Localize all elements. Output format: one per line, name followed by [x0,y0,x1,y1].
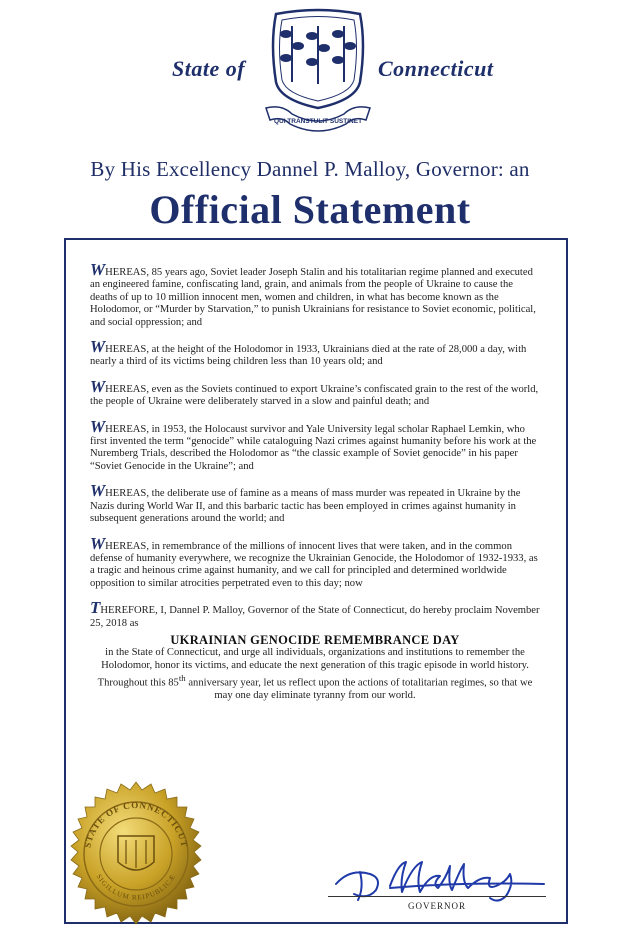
paragraph-text: HEREAS, at the height of the Holodomor in 1933, Ukrainians died at the rate of 28,000 a day, with nearly a third of its victims being children less than 10 years old; and [90,344,527,368]
paragraph-text: HEREAS, in 1953, the Holocaust survivor and Yale University legal scholar Raphael Lemkin, who first invented the term “genocide” while cataloguing Nazi crimes against humanity before his work at the Nuremberg Trials, described the Holodomor as “the classic example of Soviet genocide” in his paper “Soviet Genocide in the Ukraine”; and [90,423,537,472]
statement-body [90,260,540,703]
closing-paragraph [90,647,540,702]
paragraph-text: HEREAS, even as the Soviets continued to export Ukraine’s confiscated grain to the rest of the world, the people of Ukraine were deliberately starved in a slow and painful death; and [90,383,539,408]
letterhead [0,0,620,140]
connecticut-label: Connecticut [378,56,494,81]
state-crest-icon [262,4,374,136]
state-motto: QUI TRANSTULIT SUSTINET [273,118,363,125]
whereas-paragraph [90,416,540,474]
seal-outer-text: STATE OF CONNECTICUT [82,799,190,849]
seal-bottom-text: SIGILLUM REIPUBLICÆ [94,872,178,902]
whereas-paragraph [90,533,540,591]
drop-cap: W [90,337,106,357]
paragraph-text: HEREAS, 85 years ago, Soviet leader Joseph Stalin and his totalitarian regime planned and executed an engineered famine, confiscating land, grain, and animals from the people of Ukraine to cause the deaths of up to 10 million innocent men, women and children, in what has become known as the Holodomor, or “Murder by Starvation,” to punish Ukrainians for resistance to Soviet economic, political, and social oppression; and [90,267,536,328]
paragraph-text: HEREAS, in remembrance of the millions of innocent lives that were taken, and in the common defense of humanity everywhere, we recognize the Ukrainian Genocide, the Holodomor of 1932-1933, as a tragic and heinous crime against humanity, and we call for principled and determined worldwide opposition to similar atrocities perpetrated even to this day; now [90,540,538,589]
closing-text-end: anniversary year, let us reflect upon the actions of totalitarian regimes, so that we may one day eliminate tyranny from our world. [185,677,533,702]
drop-cap: W [90,481,106,501]
paragraph-text: HEREAS, the deliberate use of famine as a means of mass murder was repeated in Ukraine by the Nazis during World War II, and this barbaric tactic has been employed in crimes against humanity in subsequent generations around the world; and [90,488,521,525]
therefore-paragraph [90,598,540,630]
drop-cap: W [90,376,106,396]
governor-label: GOVERNOR [407,901,466,911]
whereas-paragraph [90,376,540,409]
gold-seal-icon [62,780,210,928]
drop-cap: W [90,260,106,279]
document-title: Official Statement [149,187,471,232]
whereas-paragraph [90,260,540,329]
drop-cap: W [90,416,106,436]
drop-cap: W [90,533,106,553]
ordinal-suffix: th [178,673,186,684]
whereas-paragraph [90,481,540,525]
whereas-paragraph [90,337,540,369]
drop-cap: T [90,598,101,618]
governor-heading: By His Excellency Dannel P. Malloy, Governor: an [90,157,530,181]
remembrance-day-title: UKRAINIAN GENOCIDE REMEMBRANCE DAY [170,632,460,647]
proclamation-text: HEREFORE, I, Dannel P. Malloy, Governor of the State of Connecticut, do hereby proclaim November 25, 2018 as [90,605,540,629]
closing-text: in the State of Connecticut, and urge all individuals, organizations and institutions to remember the Holodomor, honor its victims, and educate the next generation of this tragic episode in world history. Throughout this 85 [97,647,529,689]
state-of-label: State of [172,56,246,81]
signature-line [328,896,546,897]
